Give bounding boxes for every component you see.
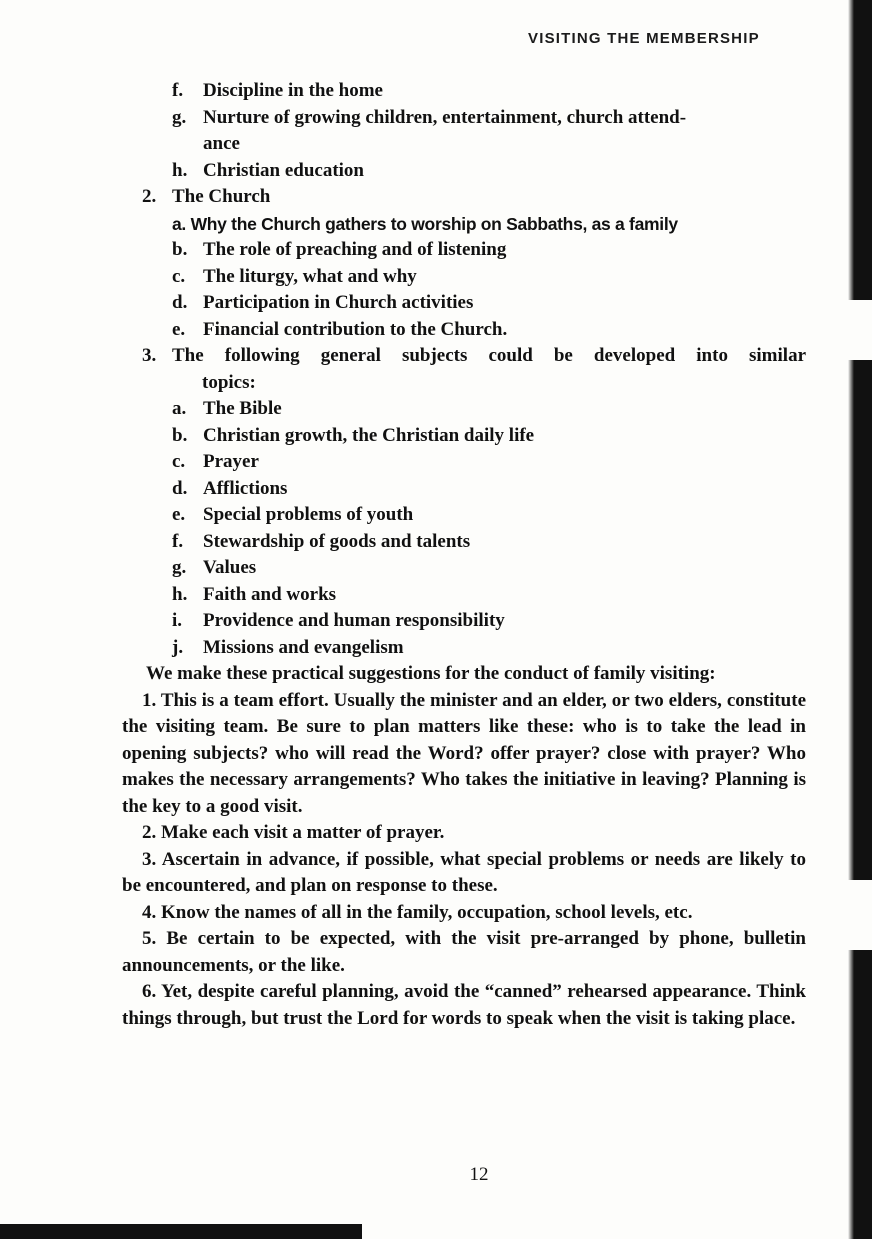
list-item: i. Providence and human responsibility — [172, 610, 505, 631]
list-item: b. Christian growth, the Christian daily life — [172, 424, 535, 446]
intro-paragraph: We make these practical suggestions for the conduct of family visiting: — [146, 663, 716, 684]
section-heading: 2. The Church — [142, 186, 271, 207]
list-item: j. Missions and evangelism — [172, 636, 404, 658]
page-number: 12 — [469, 1164, 489, 1185]
list-item: g. Nurture of growing children, entertainment, church attend- — [172, 106, 687, 128]
list-item: g. Values — [172, 557, 257, 578]
suggestion-paragraph: 1. This is a team effort. Usually the minister and an elder, or two elders, constitute the visiting team. Be sure to plan matters like these: who is to take the lead in opening subjects? who will read the Word? offer prayer? close with prayer? Who makes the necessary arrangements? Who takes the initiative in leaving? Planning is the key to a good visit. — [122, 689, 806, 817]
list-item: a. Why the Church gathers to worship on Sabbaths, as a family — [172, 213, 678, 234]
suggestion-paragraph: 4. Know the names of all in the family, occupation, school levels, etc. — [142, 901, 693, 923]
scan-edge-right — [840, 0, 872, 1239]
suggestion-paragraph: 5. Be certain to be expected, with the visit pre-arranged by phone, bulletin announcements, or the like. — [122, 928, 806, 976]
list-item: h. Faith and works — [172, 583, 337, 605]
list-item: c. The liturgy, what and why — [172, 265, 417, 287]
list-item: f. Discipline in the home — [172, 80, 383, 101]
list-item: e. Special problems of youth — [172, 504, 414, 525]
running-header: VISITING THE MEMBERSHIP — [528, 30, 760, 47]
list-item: h. Christian education — [172, 159, 364, 181]
suggestion-paragraph: 3. Ascertain in advance, if possible, what special problems or needs are likely to be encountered, and plan on response to these. — [122, 848, 806, 896]
scan-edge-gap — [840, 880, 872, 950]
suggestion-paragraph: 2. Make each visit a matter of prayer. — [142, 822, 445, 843]
scan-edge-bottom — [0, 1224, 362, 1239]
list-item: c. Prayer — [172, 451, 259, 472]
page-body — [122, 78, 806, 1032]
suggestion-paragraph: 6. Yet, despite careful planning, avoid the “canned” rehearsed appearance. Think things through, but trust the Lord for words to speak when the visit is taking place. — [122, 981, 806, 1029]
section-heading-continuation: topics: — [202, 371, 256, 393]
list-item: d. Participation in Church activities — [172, 292, 474, 313]
list-item: d. Afflictions — [172, 477, 288, 499]
scan-edge-gap — [840, 300, 872, 360]
list-item: f. Stewardship of goods and talents — [172, 530, 471, 552]
list-item: e. Financial contribution to the Church. — [172, 318, 508, 340]
list-item: a. The Bible — [172, 398, 282, 419]
list-item-continuation: ance — [203, 133, 240, 154]
list-item: b. The role of preaching and of listening — [172, 239, 507, 260]
section-heading: 3. The following general subjects could be developed into similar — [142, 345, 806, 366]
